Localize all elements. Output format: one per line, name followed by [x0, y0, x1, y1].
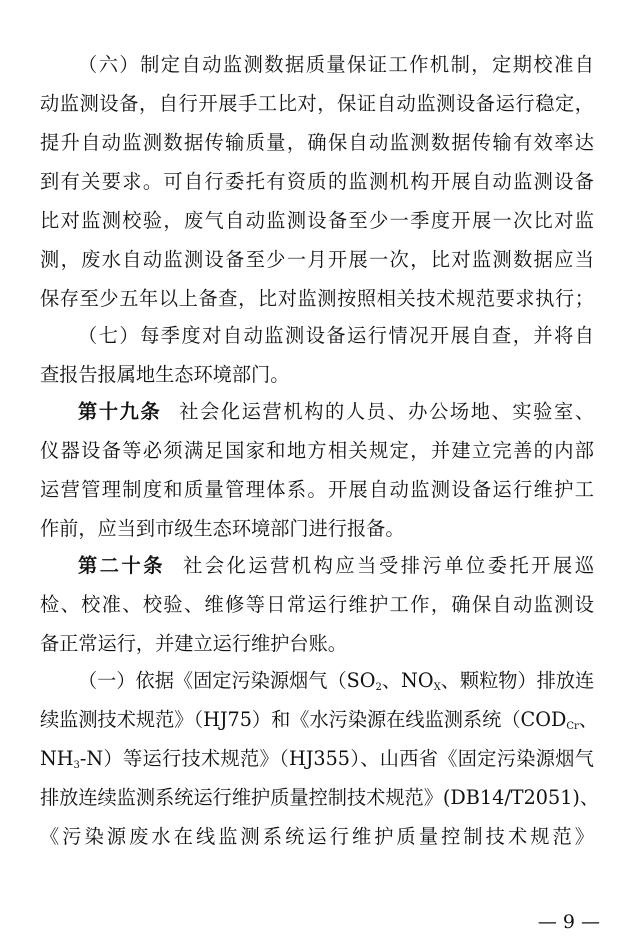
item-1-line-2	[40, 705, 598, 735]
article-19-label: 第十九条	[78, 400, 162, 423]
paragraph-line: 检、校准、校验、维修等日常运行维护工作，确保自动监测设	[40, 593, 594, 616]
text-run: 、颗粒物）排放连	[440, 669, 595, 692]
paragraph-line: 动监测设备，自行开展手工比对，保证自动监测设备运行稳定，	[40, 92, 594, 115]
paragraph-line: 提升自动监测数据传输质量，确保自动监测数据传输有效率达	[40, 131, 594, 154]
paragraph-line: 备正常运行，并建立运行维护台账。	[40, 632, 347, 655]
article-20-label: 第二十条	[78, 554, 166, 577]
article-20-line	[78, 551, 594, 581]
text-run: NH	[40, 747, 74, 770]
page-number: — 9 —	[537, 911, 600, 933]
text-run: （一）依据《固定污染源烟气（SO	[78, 669, 376, 692]
subscript: 3	[73, 760, 80, 771]
article-19-text: 社会化运营机构的人员、办公场地、实验室、	[179, 400, 595, 423]
paragraph-line: （六）制定自动监测数据质量保证工作机制，定期校准自	[78, 53, 594, 76]
subscript: X	[433, 682, 441, 693]
paragraph-line: 测，废水自动监测设备至少一月开展一次，比对监测数据应当	[40, 248, 594, 271]
text-run: 续监测技术规范》（HJ75）和《水污染源在线监测系统（COD	[40, 708, 567, 731]
paragraph-line: 保存至少五年以上备查，比对监测按照相关技术规范要求执行；	[40, 287, 594, 310]
paragraph-line: 仪器设备等必须满足国家和地方相关规定，并建立完善的内部	[40, 439, 594, 462]
item-1-line-1	[78, 666, 594, 696]
text-run: -N）等运行技术规范》（HJ355）、山西省《固定污染源烟气	[79, 747, 594, 770]
article-19-line	[78, 397, 594, 427]
article-20-text: 社会化运营机构应当受排污单位委托开展巡	[183, 554, 595, 577]
paragraph-line: 运营管理制度和质量管理体系。开展自动监测设备运行维护工	[40, 478, 594, 501]
paragraph-line: 排放连续监测系统运行维护质量控制技术规范》(DB14/T2051)、	[40, 786, 600, 809]
subscript: 2	[375, 682, 382, 693]
paragraph-line: 到有关要求。可自行委托有资质的监测机构开展自动监测设备	[40, 170, 594, 193]
text-run: 、	[578, 708, 598, 731]
item-1-line-3	[40, 744, 594, 774]
paragraph-line: 比对监测校验，废气自动监测设备至少一季度开展一次比对监	[40, 209, 594, 232]
paragraph-line: 作前，应当到市级生态环境部门进行报备。	[40, 517, 405, 540]
paragraph-line: 《污染源废水在线监测系统运行维护质量控制技术规范》	[40, 825, 594, 848]
paragraph-line: 查报告报属地生态环境部门。	[40, 363, 290, 386]
paragraph-line: （七）每季度对自动监测设备运行情况开展自查，并将自	[78, 324, 594, 347]
subscript: Cr	[566, 721, 579, 732]
text-run: 、NO	[381, 669, 434, 692]
